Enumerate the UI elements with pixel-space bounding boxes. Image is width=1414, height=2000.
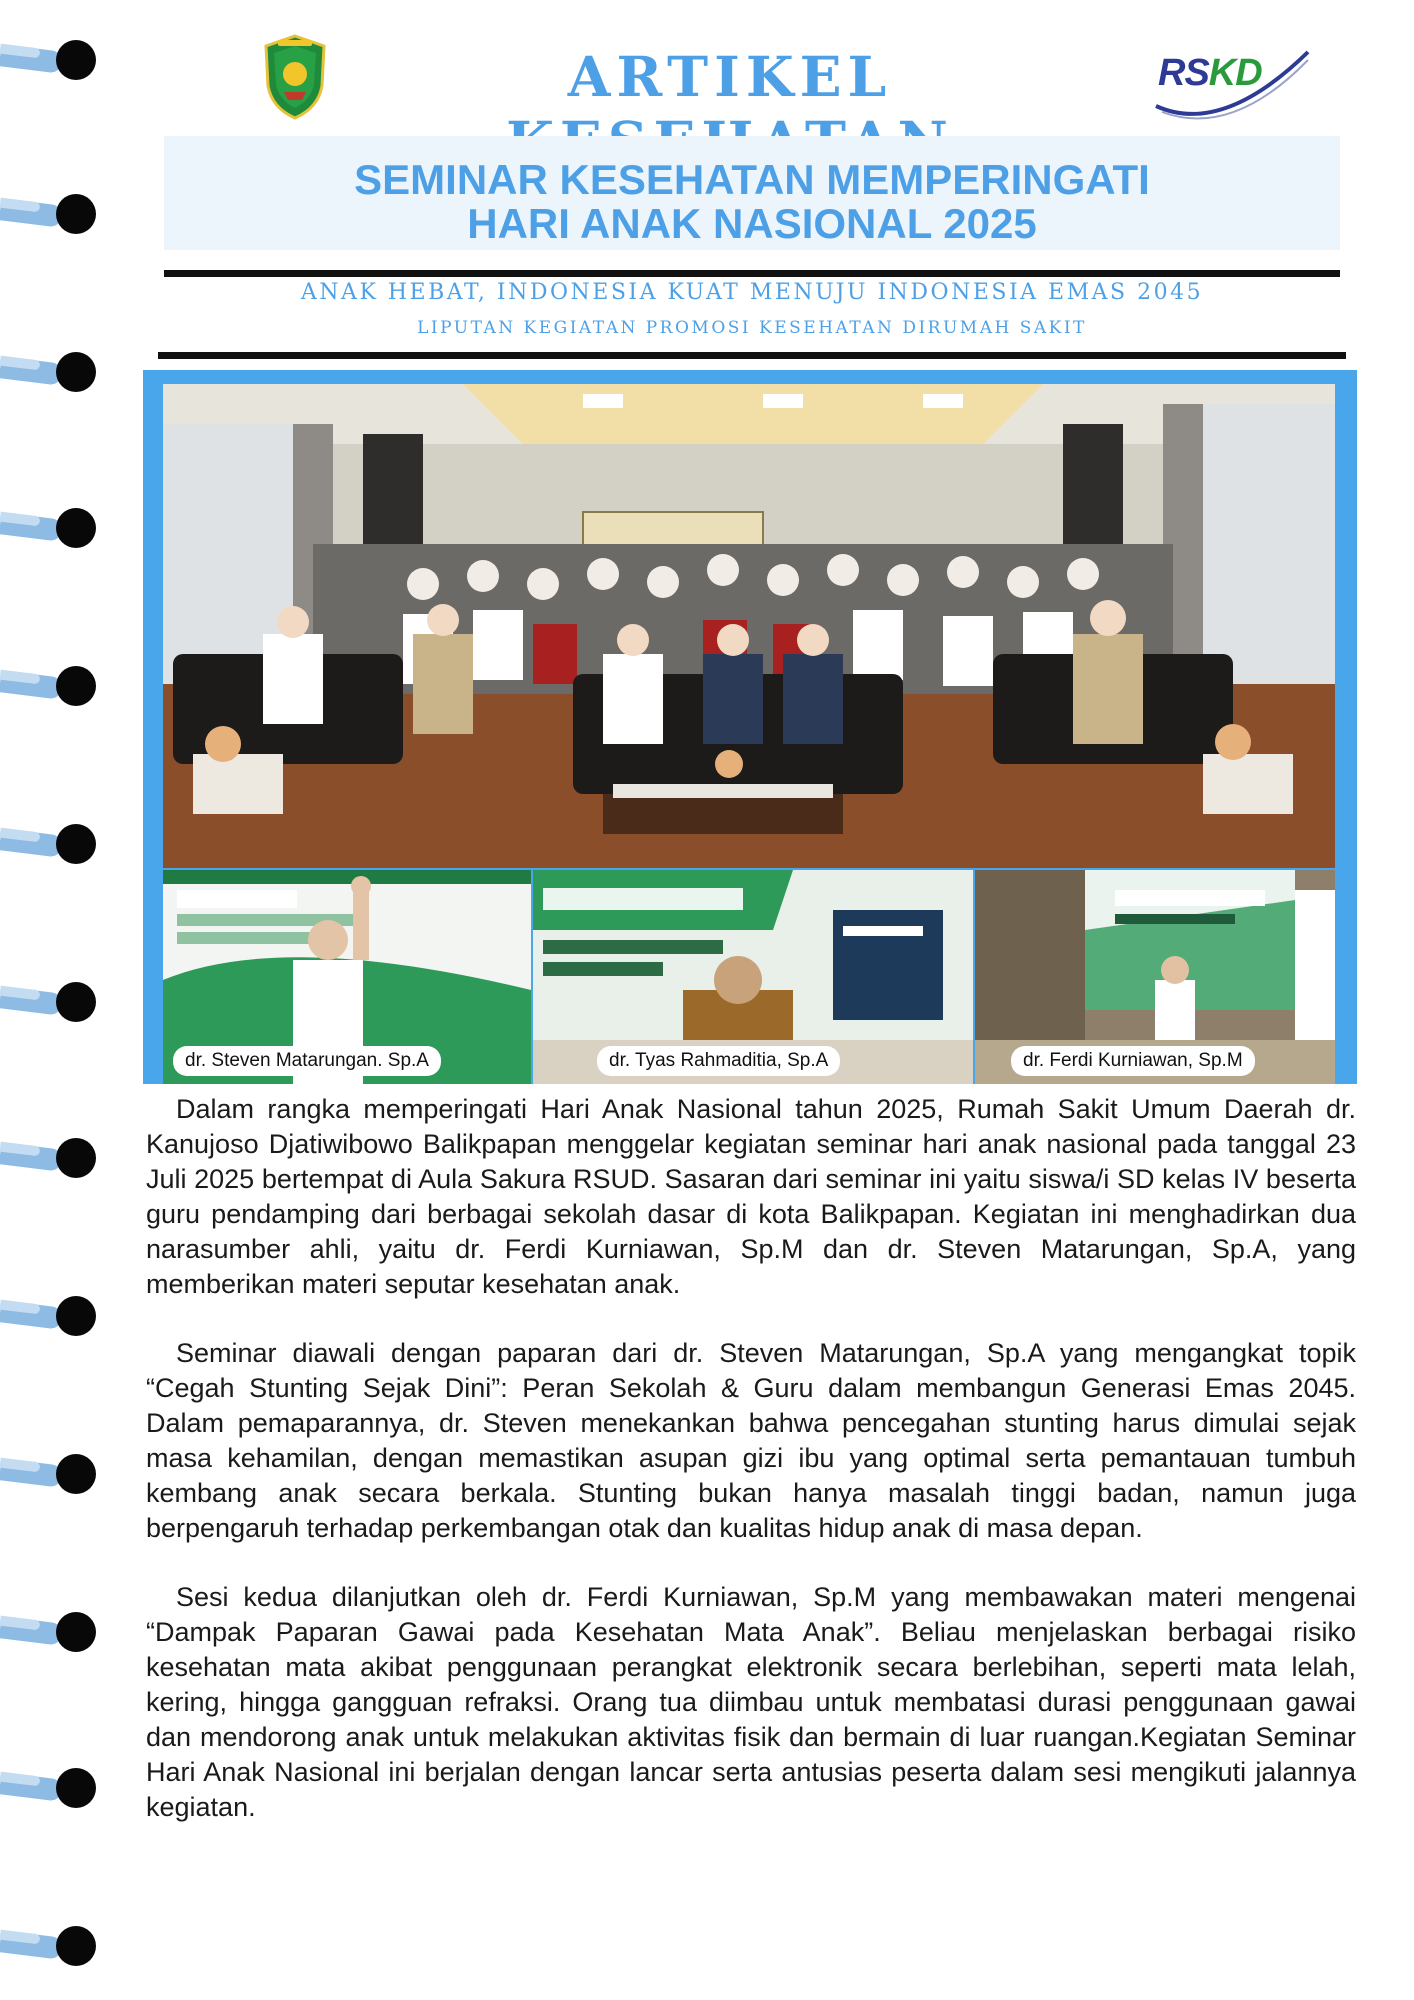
speaker-photo-steven — [163, 870, 531, 1084]
binding-ring — [0, 506, 100, 554]
binding-ring — [0, 1766, 100, 1814]
theme-subtitle: ANAK HEBAT, INDONESIA KUAT MENUJU INDONESIA EMAS 2045 — [300, 280, 1204, 305]
divider-top — [164, 270, 1340, 277]
article-paragraph-3: Sesi kedua dilanjutkan oleh dr. Ferdi Kurniawan, Sp.M yang membawakan materi mengenai “Dampak Paparan Gawai pada Kesehatan Mata Anak”. Beliau menjelaskan berbagai risiko kesehatan mata akibat penggunaan perangkat elektronik secara berlebihan, seperti mata lelah, kering, hingga gangguan refraksi. Orang tua diimbau untuk membatasi durasi penggunaan gawai dan mendorong anak untuk melakukan aktivitas fisik dan bermain di luar ruangan.Kegiatan Seminar Hari Anak Nasional ini berjalan dengan lancar serta antusias peserta dalam sesi mengikuti jalannya kegiatan. — [146, 1582, 1356, 1822]
binding-ring — [0, 38, 100, 86]
article-body — [146, 1092, 1356, 1859]
article-paragraph-1: Dalam rangka memperingati Hari Anak Nasional tahun 2025, Rumah Sakit Umum Daerah dr. Kanujoso Djatiwibowo Balikpapan menggelar kegiatan seminar hari anak nasional pada tanggal 23 Juli 2025 bertempat di Aula Sakura RSUD. Sasaran dari seminar ini yaitu siswa/i SD kelas IV beserta guru pendamping dari berbagai sekolah dasar di kota Balikpapan. Kegiatan ini menghadirkan dua narasumber ahli, yaitu dr. Ferdi Kurniawan, Sp.M dan dr. Steven Matarungan, Sp.A, yang memberikan materi seputar kesehatan anak. — [146, 1094, 1356, 1299]
kaltim-province-crest-icon — [262, 34, 328, 120]
binding-ring — [0, 664, 100, 712]
article-title-line-2: HARI ANAK NASIONAL 2025 — [467, 200, 1037, 247]
rskd-hospital-logo — [1152, 46, 1312, 122]
article-title-line-1: SEMINAR KESEHATAN MEMPERINGATI — [354, 156, 1150, 203]
caption-ferdi: dr. Ferdi Kurniawan, Sp.M — [1011, 1046, 1255, 1076]
article-paragraph-2: Seminar diawali dengan paparan dari dr. Steven Matarungan, Sp.A yang mengangkat topik “Cegah Stunting Sejak Dini”: Peran Sekolah & Guru dalam membangun Generasi Emas 2045. Dalam pemaparannya, dr. Steven menekankan bahwa pencegahan stunting harus dimulai sejak masa kehamilan, dengan memastikan asupan gizi ibu yang optimal serta pemantauan tumbuh kembang anak secara berkala. Stunting bukan hanya masalah tinggi badan, namun juga berpengaruh terhadap perkembangan otak dan kualitas hidup anak di masa depan. — [146, 1338, 1356, 1543]
logo-rs-text: RS — [1158, 52, 1209, 94]
caption-tyas: dr. Tyas Rahmaditia, Sp.A — [597, 1046, 840, 1076]
group-photo — [163, 384, 1335, 868]
binding-ring — [0, 822, 100, 870]
article-title-box — [164, 136, 1340, 250]
speaker-photo-tyas — [533, 870, 973, 1084]
binding-ring — [0, 980, 100, 1028]
logo-kd-text: KD — [1208, 52, 1262, 94]
speaker-photo-ferdi — [975, 870, 1335, 1084]
binding-ring — [0, 1294, 100, 1342]
coverage-subtitle: LIPUTAN KEGIATAN PROMOSI KESEHATAN DIRUMAH SAKIT — [417, 318, 1087, 338]
binding-ring — [0, 1452, 100, 1500]
divider-bottom — [158, 352, 1346, 359]
caption-steven: dr. Steven Matarungan. Sp.A — [173, 1046, 441, 1076]
binding-ring — [0, 192, 100, 240]
binding-ring — [0, 1610, 100, 1658]
photo-collage — [143, 370, 1357, 1084]
binding-ring — [0, 1924, 100, 1972]
spiral-binding — [0, 0, 110, 2000]
page-header-title: ARTIKEL — [567, 44, 893, 109]
binding-ring — [0, 1136, 100, 1184]
binding-ring — [0, 350, 100, 398]
